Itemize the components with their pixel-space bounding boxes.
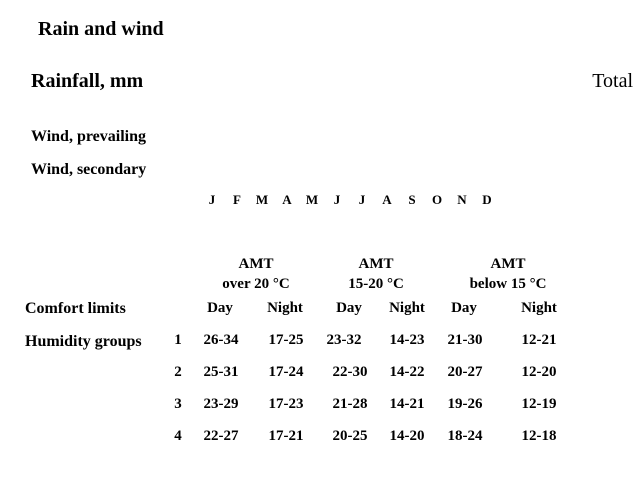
table-cell: 14-22: [389, 364, 425, 380]
table-cell: 23-32: [326, 332, 362, 348]
table-cell: 22-27: [203, 428, 239, 444]
table-cell: 19-26: [447, 396, 483, 412]
day-header: Day: [207, 300, 233, 316]
night-header: Night: [389, 300, 425, 316]
month-label: N: [457, 192, 467, 207]
table-cell: 14-21: [389, 396, 425, 412]
month-label: D: [482, 192, 492, 207]
group-number: 4: [174, 428, 182, 444]
table-cell: 21-30: [447, 332, 483, 348]
month-label: J: [358, 192, 366, 207]
month-label: F: [233, 192, 241, 207]
amt-subheader: 15-20 °C: [348, 276, 404, 292]
day-header: Day: [336, 300, 362, 316]
wind-secondary-label: Wind, secondary: [31, 161, 147, 178]
amt-subheader: over 20 °C: [222, 276, 290, 292]
table-cell: 14-20: [389, 428, 425, 444]
table-cell: 12-20: [521, 364, 557, 380]
rainfall-label: Rainfall, mm: [31, 70, 144, 92]
group-number: 3: [174, 396, 182, 412]
humidity-groups-label: Humidity groups: [25, 333, 142, 350]
group-number: 1: [174, 332, 182, 348]
month-label: S: [408, 192, 416, 207]
table-cell: 20-25: [332, 428, 368, 444]
amt-header: AMT: [490, 256, 526, 272]
wind-prevailing-label: Wind, prevailing: [31, 128, 146, 145]
table-cell: 18-24: [447, 428, 483, 444]
table-cell: 14-23: [389, 332, 425, 348]
page-title: Rain and wind: [38, 18, 164, 40]
group-number: 2: [174, 364, 182, 380]
table-cell: 12-19: [521, 396, 557, 412]
amt-header: AMT: [358, 256, 394, 272]
table-cell: 26-34: [203, 332, 239, 348]
month-label: O: [431, 192, 443, 207]
table-cell: 23-29: [203, 396, 239, 412]
table-cell: 22-30: [332, 364, 368, 380]
table-cell: 25-31: [203, 364, 239, 380]
amt-header: AMT: [238, 256, 274, 272]
month-label: A: [282, 192, 292, 207]
amt-subheader: below 15 °C: [469, 276, 547, 292]
table-cell: 12-21: [521, 332, 557, 348]
month-label: J: [208, 192, 216, 207]
table-cell: 12-18: [521, 428, 557, 444]
table-cell: 17-25: [268, 332, 304, 348]
month-label: M: [255, 192, 269, 207]
total-label: Total: [592, 70, 633, 92]
table-cell: 17-21: [268, 428, 304, 444]
table-cell: 17-23: [268, 396, 304, 412]
month-label: M: [305, 192, 319, 207]
month-label: J: [333, 192, 341, 207]
comfort-limits-label: Comfort limits: [25, 300, 126, 317]
month-label: A: [382, 192, 392, 207]
table-cell: 21-28: [332, 396, 368, 412]
table-cell: 20-27: [447, 364, 483, 380]
day-header: Day: [451, 300, 477, 316]
night-header: Night: [267, 300, 303, 316]
night-header: Night: [521, 300, 557, 316]
table-cell: 17-24: [268, 364, 304, 380]
